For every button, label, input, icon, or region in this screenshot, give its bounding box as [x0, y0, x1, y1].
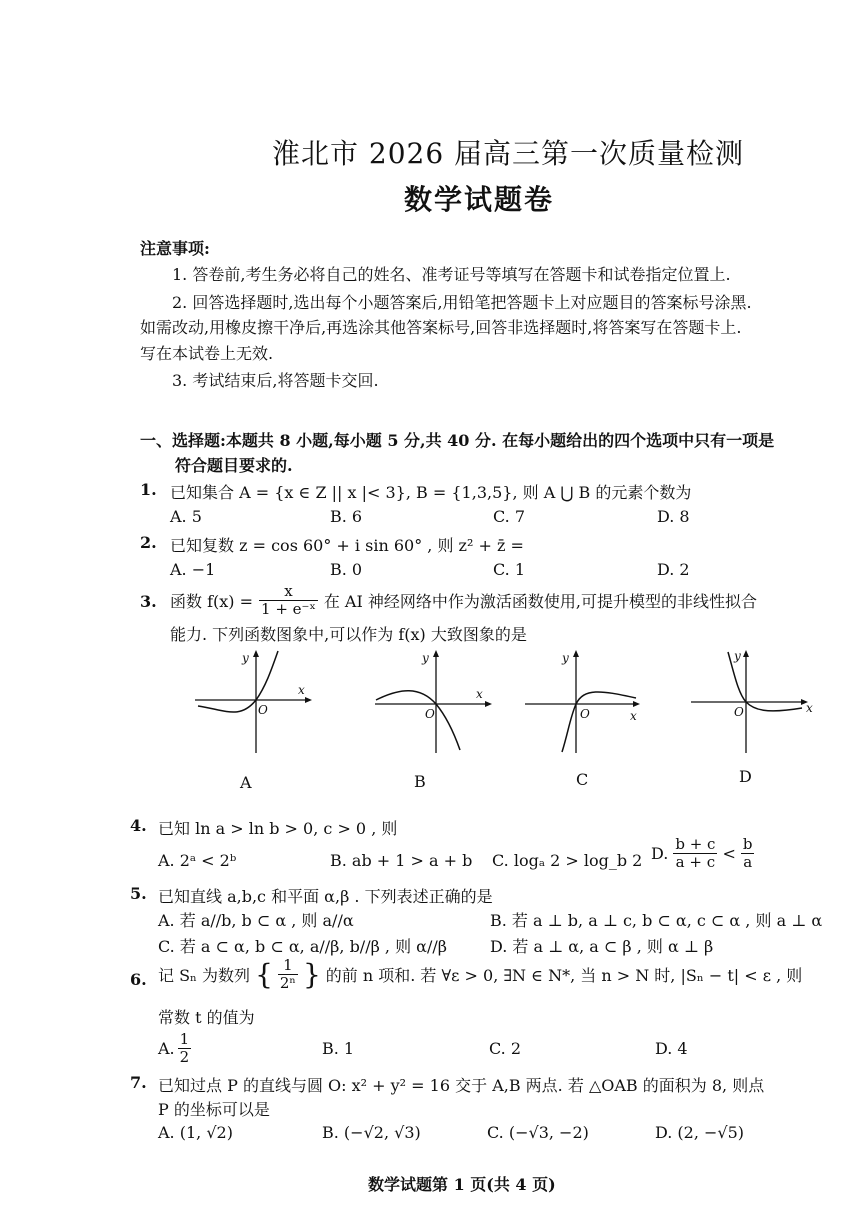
question-1-stem: 已知集合 A = {x ∈ Z || x |< 3}, B = {1,3,5}, 则 A ⋃ B 的元素个数为 — [170, 483, 692, 502]
question-6-option-d: D. 4 — [655, 1039, 688, 1058]
question-4-stem: 已知 ln a > ln b > 0, c > 0 , 则 — [158, 819, 398, 838]
question-6-option-c: C. 2 — [489, 1039, 522, 1058]
question-3-stem — [170, 583, 757, 618]
question-7-option-a: A. (1, √2) — [158, 1123, 233, 1142]
question-7-option-c: C. (−√3, −2) — [487, 1123, 589, 1142]
graph-c-label: C — [576, 770, 589, 789]
page-footer: 数学试题第 1 页(共 4 页) — [368, 1175, 556, 1194]
question-number: 7. — [130, 1073, 147, 1092]
origin-label: O — [580, 707, 590, 721]
question-7-option-b: B. (−√2, √3) — [322, 1123, 421, 1142]
question-5-stem: 已知直线 a,b,c 和平面 α,β . 下列表述正确的是 — [158, 887, 493, 906]
fraction-numerator: 1 — [278, 957, 298, 975]
question-3-stem-post: 在 AI 神经网络中作为激活函数使用,可提升模型的非线性拟合 — [323, 592, 757, 611]
notes-item-2-line-3: 写在本试卷上无效. — [140, 344, 274, 363]
question-2-option-d: D. 2 — [657, 560, 690, 579]
graph-b — [370, 648, 500, 758]
fraction-denominator: a — [743, 853, 753, 871]
x-label: x — [630, 709, 637, 723]
fraction-denominator: 2ⁿ — [279, 974, 296, 992]
x-axis-arrow — [485, 701, 492, 707]
question-6-stem-line-2: 常数 t 的值为 — [158, 1008, 255, 1027]
question-2-option-b: B. 0 — [330, 560, 363, 579]
option-d-prefix: D. — [651, 844, 669, 863]
notes-item-1: 1. 答卷前,考生务必将自己的姓名、准考证号等填写在答题卡和试卷指定位置上. — [172, 265, 731, 284]
option-d-operator: < — [722, 844, 736, 863]
question-5-option-a: A. 若 a//b, b ⊂ α , 则 a//α — [158, 911, 354, 930]
x-label: x — [806, 701, 813, 715]
page-title: 数学试题卷 — [404, 183, 555, 216]
question-1-option-d: D. 8 — [657, 507, 690, 526]
question-3-fraction — [259, 583, 318, 618]
question-7-stem-line-2: P 的坐标可以是 — [158, 1100, 270, 1119]
y-label: y — [734, 649, 741, 663]
x-label: x — [476, 687, 483, 701]
question-2-stem: 已知复数 z = cos 60° + i sin 60° , 则 z² + z̄ = — [170, 536, 524, 555]
y-axis-arrow — [743, 650, 749, 657]
question-3-stem-pre: 函数 f(x) = — [170, 592, 254, 611]
left-brace-icon: { — [255, 957, 273, 991]
notes-heading: 注意事项: — [140, 239, 210, 258]
origin-label: O — [425, 707, 435, 721]
fraction-numerator: b — [742, 835, 753, 853]
y-axis-arrow — [433, 650, 439, 657]
question-5-option-b: B. 若 a ⊥ b, a ⊥ c, b ⊂ α, c ⊂ α , 则 a ⊥ α — [490, 911, 823, 930]
question-4-option-d — [651, 836, 754, 871]
y-label: y — [242, 651, 249, 665]
question-number: 4. — [130, 816, 147, 835]
fraction-numerator: b + c — [675, 835, 716, 853]
question-1-option-a: A. 5 — [170, 507, 202, 526]
section-heading-line-2: 符合题目要求的. — [175, 456, 293, 475]
y-label: y — [562, 651, 569, 665]
question-6-fraction — [278, 957, 298, 992]
question-6-option-a — [158, 1031, 191, 1066]
option-d-fraction-left — [673, 836, 717, 871]
x-axis-arrow — [305, 697, 312, 703]
question-4-option-c: C. logₐ 2 > log_b 2 — [492, 851, 643, 870]
question-7-stem: 已知过点 P 的直线与圆 O: x² + y² = 16 交于 A,B 两点. 若 △OAB 的面积为 8, 则点 — [158, 1076, 765, 1095]
fraction-denominator: 2 — [179, 1048, 190, 1066]
question-1-option-b: B. 6 — [330, 507, 363, 526]
x-label: x — [298, 683, 305, 697]
question-number: 1. — [140, 480, 157, 499]
y-axis-arrow — [253, 650, 259, 657]
fraction-numerator: 1 — [179, 1030, 190, 1048]
graph-b-label: B — [414, 772, 426, 791]
question-4-option-b: B. ab + 1 > a + b — [330, 851, 473, 870]
y-axis-arrow — [573, 650, 579, 657]
graph-d — [686, 648, 816, 758]
question-2-option-c: C. 1 — [493, 560, 526, 579]
graph-d-label: D — [739, 767, 752, 786]
option-a-fraction — [178, 1031, 192, 1066]
graph-a-label: A — [240, 773, 252, 792]
question-number: 3. — [140, 592, 157, 611]
graph-c — [520, 648, 650, 758]
option-a-prefix: A. — [158, 1039, 175, 1058]
curve — [376, 691, 460, 750]
question-6-stem-pre: 记 Sₙ 为数列 — [158, 966, 251, 985]
question-6-option-b: B. 1 — [322, 1039, 355, 1058]
exam-title: 淮北市 2026 届高三第一次质量检测 — [272, 137, 745, 170]
option-d-fraction-right — [741, 836, 755, 871]
graph-a — [190, 648, 320, 758]
notes-item-2-line-2: 如需改动,用橡皮擦干净后,再选涂其他答案标号,回答非选择题时,将答案写在答题卡上. — [140, 318, 742, 337]
question-6-stem-post: 的前 n 项和. 若 ∀ε > 0, ∃N ∈ N*, 当 n > N 时, |Sₙ − t| < ε , 则 — [325, 966, 803, 985]
origin-label: O — [258, 703, 268, 717]
fraction-denominator: a + c — [675, 853, 716, 871]
fraction-denominator: 1 + e⁻ˣ — [261, 600, 316, 618]
section-heading-line-1: 一、选择题:本题共 8 小题,每小题 5 分,共 40 分. 在每小题给出的四个选项中只有一项是 — [140, 431, 775, 450]
question-number: 6. — [130, 970, 147, 989]
notes-item-2-line-1: 2. 回答选择题时,选出每个小题答案后,用铅笔把答题卡上对应题目的答案标号涂黑. — [172, 293, 752, 312]
curve — [562, 692, 636, 752]
origin-label: O — [734, 705, 744, 719]
x-axis-arrow — [633, 701, 640, 707]
question-2-option-a: A. −1 — [170, 560, 216, 579]
question-6-stem — [158, 957, 802, 992]
question-4-option-a: A. 2ᵃ < 2ᵇ — [158, 851, 237, 870]
question-5-option-d: D. 若 a ⊥ α, a ⊂ β , 则 α ⊥ β — [490, 937, 714, 956]
fraction-numerator: x — [259, 583, 318, 601]
y-label: y — [422, 651, 429, 665]
question-5-option-c: C. 若 a ⊂ α, b ⊂ α, a//β, b//β , 则 α//β — [158, 937, 448, 956]
question-number: 5. — [130, 884, 147, 903]
question-1-option-c: C. 7 — [493, 507, 526, 526]
question-number: 2. — [140, 533, 157, 552]
notes-item-3: 3. 考试结束后,将答题卡交回. — [172, 371, 379, 390]
question-3-stem-line-2: 能力. 下列函数图象中,可以作为 f(x) 大致图象的是 — [170, 625, 527, 644]
question-7-option-d: D. (2, −√5) — [655, 1123, 745, 1142]
right-brace-icon: } — [302, 957, 321, 991]
